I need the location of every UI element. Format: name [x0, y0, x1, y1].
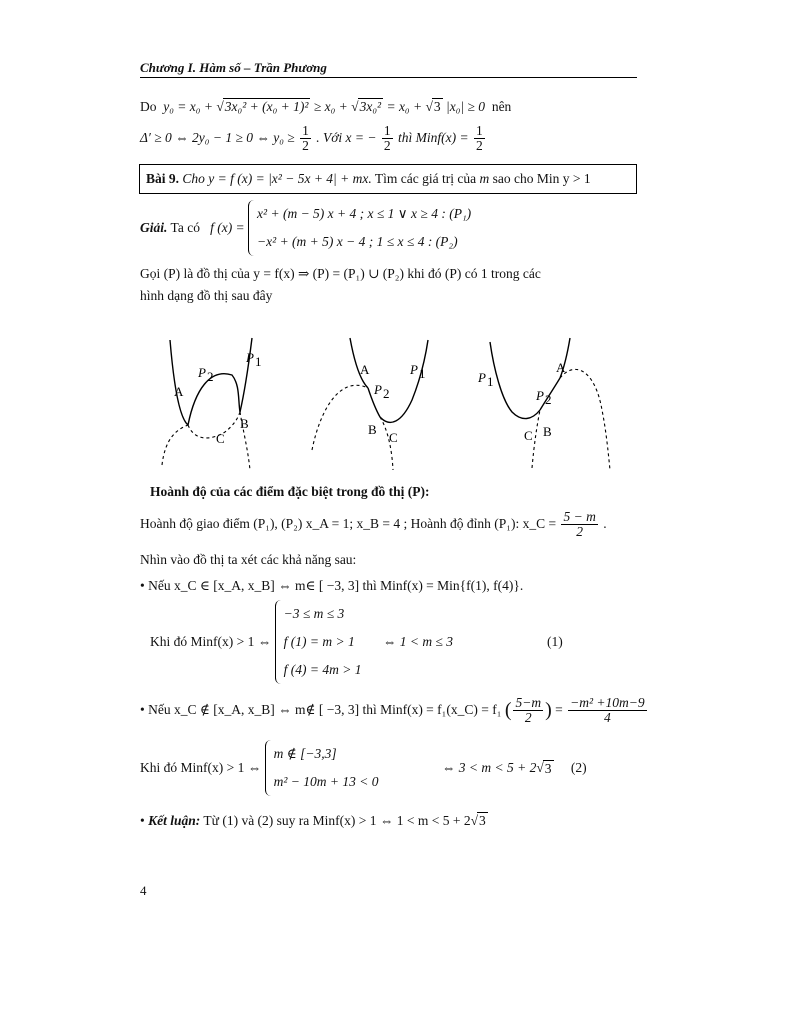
solution-label: Giải. [140, 220, 168, 235]
coords-fraction: $\frac{5 - m}{2}$ [563, 509, 596, 540]
section-title: Hoành độ của các điểm đặc biệt trong đồ thị (P): [150, 484, 430, 499]
case-a-sys2: f (1) = m > 1 [283, 634, 355, 649]
header-rule [140, 77, 637, 78]
graph3-label-a: A [556, 360, 566, 375]
case-a-bullet: • [140, 578, 145, 593]
fraction-half-3: $\frac{1}{2}$ [475, 123, 483, 154]
case-b-line: • Nếu x_C ∉ [x_A, x_B] ⇔ m∉ [ −3, 3] thì Minf(x) = f₁(x_C) = f₁ ( $\frac{5-m}{2}$ ) = $\frac{\text{−m² +10m−9}}{4}$ [140, 695, 645, 726]
graph3-label-p2-sub: 2 [545, 392, 552, 407]
graph3-p1-left [490, 342, 540, 419]
problem-text2: Tìm các giá trị của [374, 171, 477, 186]
case-b-fraction: $\frac{\text{−m² +10m−9}}{4}$ [570, 695, 645, 726]
graph3-p2-dashed-left [532, 410, 540, 468]
line1-suffix: nên [491, 99, 512, 114]
case-b2-result: ⇔ 3 < m < 5 + 2 [441, 760, 537, 775]
case-a-result: ⇔ 1 < m ≤ 3 [382, 634, 453, 649]
line2-part3: thì Minf(x) = [398, 129, 469, 145]
paragraph-graph-of-p: Gọi (P) là đồ thị của y = f(x) ⇒ (P) = (P₁) ∪ (P₂) khi đó (P) có 1 trong các [140, 266, 541, 281]
line2-part2: . Với x = − [316, 129, 377, 145]
case-b2-then: Khi đó Minf(x) > 1 ⇔ [140, 760, 262, 775]
conclusion-root: 3 [479, 813, 486, 828]
graph1-label-b: B [240, 416, 249, 431]
graph3-label-b: B [543, 424, 552, 439]
fraction-half-1: $\frac{1}{2}$ [302, 123, 309, 154]
graph2-label-p1: P [410, 362, 418, 377]
graph1-p2-solid [188, 374, 240, 425]
conclusion-text: Từ (1) và (2) suy ra Minf(x) > 1 ⇔ 1 < m < 5 + 2 [203, 813, 471, 828]
case-a-system [275, 600, 362, 684]
case-a-system-block [150, 600, 453, 684]
line1-eq1: y₀ = x₀ + [163, 99, 213, 114]
piecewise-case-2: −x² + (m + 5) x − 4 ; 1 ≤ x ≤ 4 : (P₂) [257, 234, 458, 249]
piecewise-system [248, 200, 471, 256]
coords-text: Hoành độ giao điểm (P₁), (P₂) x_A = 1; x_B = 4 ; Hoành độ đỉnh (P₁): x_C = [140, 515, 557, 531]
graph1-label-p2-sub: 2 [207, 369, 214, 384]
graph1-label-a: A [174, 384, 184, 399]
graph2-label-c: C [389, 430, 398, 445]
page-header: Chương I. Hàm số – Trần Phương [140, 60, 327, 75]
case-b-text: Nếu x_C ∉ [x_A, x_B] ⇔ m∉ [ −3, 3] thì Minf(x) = f₁(x_C) = f₁ [148, 701, 502, 717]
problem-text3: sao cho Min y > 1 [492, 171, 591, 186]
graph2-label-p1-sub: 1 [419, 366, 426, 381]
conclusion-line: • Kết luận: Từ (1) và (2) suy ra Minf(x) > 1 ⇔ 1 < m < 5 + 2√3 [140, 813, 486, 828]
line1-sqrt1: 3x₀² + (x₀ + 1)² [224, 99, 309, 114]
case-a-sys1: −3 ≤ m ≤ 3 [283, 606, 345, 621]
case-b-bullet: • [140, 701, 145, 717]
graph2-p2-dashed-left [312, 385, 368, 450]
case-a-line [140, 578, 523, 594]
graph-1 [162, 338, 262, 470]
look-line: Nhìn vào đồ thị ta xét các khả năng sau: [140, 552, 357, 567]
problem-statement [146, 171, 591, 187]
graph3-label-p1: P [478, 370, 486, 385]
graphs-figure [140, 330, 640, 475]
case-b2-system [265, 740, 379, 796]
problem-var-m: m [479, 171, 490, 186]
paragraph-graph-of-p-line2: hình dạng đồ thị sau đây [140, 288, 273, 303]
graph-2 [312, 338, 428, 470]
line-2 [140, 124, 487, 153]
graph1-label-p1: P [246, 350, 254, 365]
graph3-p2-dashed-right [560, 369, 610, 470]
case-b2-block: Khi đó Minf(x) > 1 ⇔ m ∉ [−3,3] m² − 10m + 13 < 0 ⇔ 3 < m < 5 + 2√3 (2) [140, 740, 587, 796]
graph3-label-c: C [524, 428, 533, 443]
graph2-label-p2: P [374, 382, 382, 397]
line1-sqrt3: 3 [433, 99, 441, 114]
case-b2-root: 3 [544, 760, 552, 776]
graph2-p1-right [380, 340, 428, 422]
case-b2-sys2: m² − 10m + 13 < 0 [273, 774, 379, 789]
graph-3 [477, 338, 610, 470]
line-1: Do y₀ = x₀ + √3x₀² + (x₀ + 1)² ≥ x₀ + √3x₀² = x₀ + √3 |x₀| ≥ 0 nên [140, 99, 512, 114]
graph2-label-a: A [360, 362, 370, 377]
graph3-label-p1-sub: 1 [487, 374, 494, 389]
page-number: 4 [140, 883, 147, 898]
case-a-tag: (1) [547, 634, 563, 649]
solution-fx: f (x) = [210, 220, 245, 235]
case-a-then: Khi đó Minf(x) > 1 ⇔ [150, 634, 272, 649]
case-a-text: Nếu x_C ∈ [x_A, x_B] ⇔ m∈ [ −3, 3] thì Minf(x) = Min{f(1), f(4)}. [148, 578, 524, 593]
piecewise-case-1: x² + (m − 5) x + 4 ; x ≤ 1 ∨ x ≥ 4 : (P₁) [257, 206, 472, 221]
line1-eq2: ≥ x₀ + [313, 99, 348, 114]
problem-label: Bài 9. [146, 171, 180, 186]
graph1-label-c: C [216, 431, 225, 446]
problem-text1: Cho y = f (x) = |x² − 5x + 4| + mx. [182, 171, 372, 186]
graph1-p2-dashed-left [162, 425, 188, 465]
line2-part1: Δ′ ≥ 0 ⇔ 2y₀ − 1 ≥ 0 ⇔ y₀ ≥ [140, 129, 295, 145]
coordinates-line: Hoành độ giao điểm (P₁), (P₂) x_A = 1; x_B = 4 ; Hoành độ đỉnh (P₁): x_C = $\frac{5 - m}{2}$ . [140, 509, 607, 540]
line1-eq4: |x₀| ≥ 0 [446, 99, 486, 114]
line1-eq3: = x₀ + [386, 99, 423, 114]
case-b2-tag: (2) [570, 760, 587, 775]
graph2-label-p2-sub: 2 [383, 386, 390, 401]
graph1-label-p1-sub: 1 [255, 354, 262, 369]
conclusion-label: Kết luận: [148, 813, 201, 828]
case-b2-sys1: m ∉ [−3,3] [273, 746, 337, 761]
graph1-p1-left-branch [170, 340, 188, 425]
case-a-sys3: f (4) = 4m > 1 [283, 662, 362, 677]
graph1-p1-dashed-bottom [188, 412, 240, 438]
case-b-inner-fraction: $\frac{5-m}{2}$ [515, 695, 542, 726]
solution-intro: Ta có [170, 220, 200, 235]
graph1-label-p2: P [198, 365, 206, 380]
conclusion-bullet: • [140, 813, 145, 828]
graph2-label-b: B [368, 422, 377, 437]
fraction-half-2: $\frac{1}{2}$ [383, 123, 391, 154]
graph3-label-p2: P [536, 388, 544, 403]
line1-sqrt2: 3x₀² [359, 99, 382, 114]
line1-prefix: Do [140, 99, 157, 114]
solution-block [140, 200, 471, 256]
